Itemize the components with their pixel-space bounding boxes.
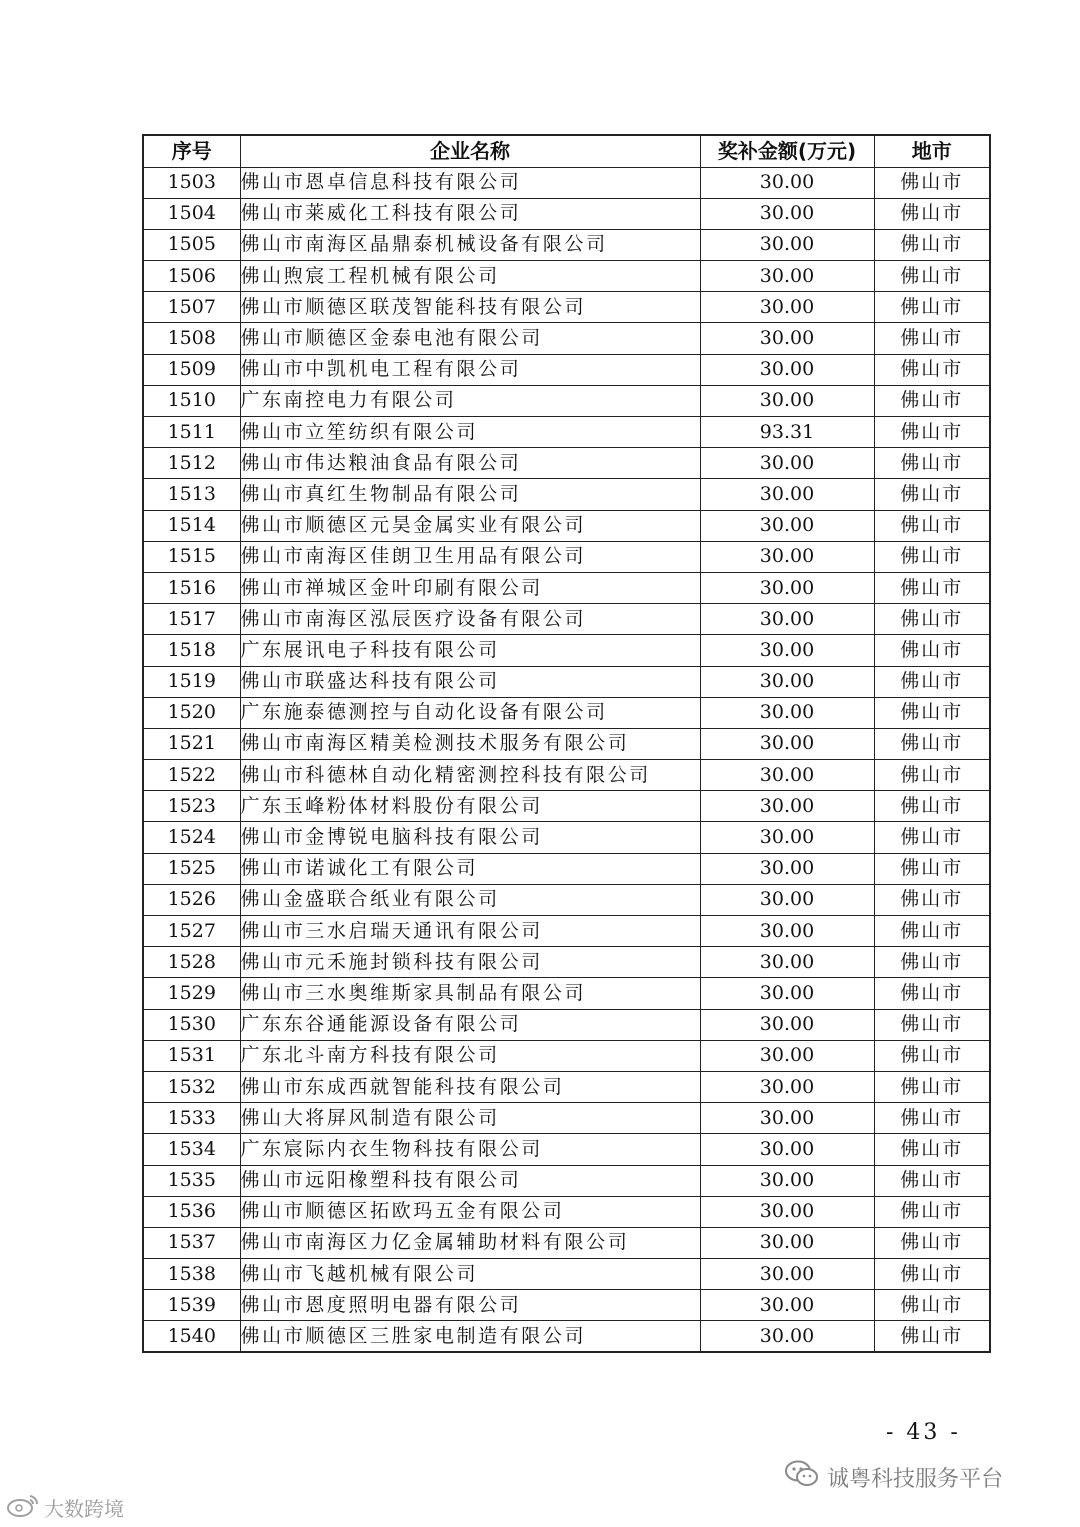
row-amount: 30.00: [700, 884, 874, 915]
row-company-name: 佛山市元禾施封锁科技有限公司: [240, 947, 700, 978]
row-company-name: 广东北斗南方科技有限公司: [240, 1040, 700, 1071]
row-amount: 30.00: [700, 791, 874, 822]
row-company-name: 佛山市联盛达科技有限公司: [240, 666, 700, 697]
row-company-name: 佛山市顺德区三胜家电制造有限公司: [240, 1321, 700, 1352]
row-amount: 30.00: [700, 635, 874, 666]
table-row: [143, 261, 990, 292]
row-city: 佛山市: [874, 1227, 990, 1258]
row-amount: 30.00: [700, 1103, 874, 1134]
table-row: [143, 417, 990, 448]
row-company-name: 佛山市顺德区联茂智能科技有限公司: [240, 292, 700, 323]
award-table: [142, 134, 991, 1353]
row-amount: 30.00: [700, 167, 874, 198]
row-company-name: 佛山市远阳橡塑科技有限公司: [240, 1165, 700, 1196]
row-city: 佛山市: [874, 853, 990, 884]
row-seq: 1532: [143, 1071, 240, 1102]
row-company-name: 佛山市立笙纺织有限公司: [240, 417, 700, 448]
row-company-name: 广东施泰德测控与自动化设备有限公司: [240, 697, 700, 728]
row-city: 佛山市: [874, 1071, 990, 1102]
row-seq: 1525: [143, 853, 240, 884]
row-city: 佛山市: [874, 261, 990, 292]
row-company-name: 佛山市中凯机电工程有限公司: [240, 354, 700, 385]
row-amount: 30.00: [700, 292, 874, 323]
row-company-name: 广东玉峰粉体材料股份有限公司: [240, 791, 700, 822]
table-row: [143, 1040, 990, 1071]
table-row: [143, 822, 990, 853]
table-row: [143, 728, 990, 759]
row-seq: 1514: [143, 510, 240, 541]
row-company-name: 广东展讯电子科技有限公司: [240, 635, 700, 666]
row-amount: 30.00: [700, 198, 874, 229]
row-company-name: 佛山市真红生物制品有限公司: [240, 479, 700, 510]
row-amount: 30.00: [700, 1009, 874, 1040]
row-company-name: 佛山市三水启瑞天通讯有限公司: [240, 916, 700, 947]
row-company-name: 佛山煦宸工程机械有限公司: [240, 261, 700, 292]
row-city: 佛山市: [874, 1290, 990, 1321]
row-city: 佛山市: [874, 510, 990, 541]
row-city: 佛山市: [874, 541, 990, 572]
table-row: [143, 1134, 990, 1165]
row-company-name: 佛山金盛联合纸业有限公司: [240, 884, 700, 915]
row-city: 佛山市: [874, 978, 990, 1009]
row-seq: 1540: [143, 1321, 240, 1352]
table-row: [143, 884, 990, 915]
row-amount: 30.00: [700, 697, 874, 728]
row-amount: 30.00: [700, 1259, 874, 1290]
row-seq: 1515: [143, 541, 240, 572]
row-seq: 1523: [143, 791, 240, 822]
row-city: 佛山市: [874, 198, 990, 229]
row-seq: 1506: [143, 261, 240, 292]
row-company-name: 佛山市南海区佳朗卫生用品有限公司: [240, 541, 700, 572]
table-row: [143, 323, 990, 354]
table-body: [143, 167, 990, 1352]
row-city: 佛山市: [874, 666, 990, 697]
table-row: [143, 635, 990, 666]
row-amount: 30.00: [700, 1165, 874, 1196]
row-city: 佛山市: [874, 448, 990, 479]
header-company: 企业名称: [240, 135, 700, 167]
row-amount: 30.00: [700, 448, 874, 479]
row-amount: 30.00: [700, 510, 874, 541]
row-amount: 30.00: [700, 666, 874, 697]
row-company-name: 佛山市飞越机械有限公司: [240, 1259, 700, 1290]
table-row: [143, 385, 990, 416]
row-seq: 1527: [143, 916, 240, 947]
row-company-name: 佛山市南海区晶鼎泰机械设备有限公司: [240, 229, 700, 260]
row-company-name: 广东东谷通能源设备有限公司: [240, 1009, 700, 1040]
row-amount: 30.00: [700, 1040, 874, 1071]
row-seq: 1511: [143, 417, 240, 448]
header-seq: 序号: [143, 135, 240, 167]
table-row: [143, 1290, 990, 1321]
row-seq: 1517: [143, 604, 240, 635]
table-row: [143, 666, 990, 697]
row-seq: 1539: [143, 1290, 240, 1321]
row-company-name: 佛山大将屏风制造有限公司: [240, 1103, 700, 1134]
row-city: 佛山市: [874, 1009, 990, 1040]
row-seq: 1503: [143, 167, 240, 198]
row-company-name: 佛山市顺德区金泰电池有限公司: [240, 323, 700, 354]
table-header-row: [143, 135, 990, 167]
row-city: 佛山市: [874, 1259, 990, 1290]
row-amount: 30.00: [700, 1196, 874, 1227]
row-seq: 1536: [143, 1196, 240, 1227]
row-seq: 1507: [143, 292, 240, 323]
row-city: 佛山市: [874, 1321, 990, 1352]
row-company-name: 佛山市科德林自动化精密测控科技有限公司: [240, 760, 700, 791]
row-company-name: 佛山市东成西就智能科技有限公司: [240, 1071, 700, 1102]
row-seq: 1521: [143, 728, 240, 759]
row-amount: 30.00: [700, 978, 874, 1009]
row-amount: 30.00: [700, 385, 874, 416]
watermark-right-text: 诚粤科技服务平台: [827, 1466, 1004, 1492]
table-row: [143, 510, 990, 541]
row-city: 佛山市: [874, 1103, 990, 1134]
row-city: 佛山市: [874, 229, 990, 260]
table-row: [143, 448, 990, 479]
row-city: 佛山市: [874, 1040, 990, 1071]
row-city: 佛山市: [874, 323, 990, 354]
row-amount: 30.00: [700, 853, 874, 884]
row-seq: 1504: [143, 198, 240, 229]
table-row: [143, 479, 990, 510]
row-amount: 30.00: [700, 261, 874, 292]
row-amount: 30.00: [700, 822, 874, 853]
table-row: [143, 853, 990, 884]
row-city: 佛山市: [874, 916, 990, 947]
row-amount: 30.00: [700, 947, 874, 978]
header-amount: 奖补金额(万元): [700, 135, 874, 167]
table-row: [143, 1196, 990, 1227]
row-amount: 30.00: [700, 572, 874, 603]
watermark-left: [6, 1492, 124, 1523]
table-row: [143, 1259, 990, 1290]
row-amount: 30.00: [700, 1227, 874, 1258]
row-seq: 1537: [143, 1227, 240, 1258]
row-company-name: 佛山市南海区泓辰医疗设备有限公司: [240, 604, 700, 635]
table-row: [143, 167, 990, 198]
row-amount: 30.00: [700, 541, 874, 572]
row-amount: 30.00: [700, 479, 874, 510]
row-seq: 1538: [143, 1259, 240, 1290]
row-amount: 30.00: [700, 760, 874, 791]
row-amount: 30.00: [700, 916, 874, 947]
row-company-name: 广东南控电力有限公司: [240, 385, 700, 416]
watermark-left-text: 大数跨境: [44, 1497, 124, 1521]
table-row: [143, 572, 990, 603]
row-company-name: 佛山市三水奥维斯家具制品有限公司: [240, 978, 700, 1009]
table-row: [143, 916, 990, 947]
weibo-icon: [6, 1492, 40, 1523]
row-seq: 1510: [143, 385, 240, 416]
row-company-name: 佛山市金博锐电脑科技有限公司: [240, 822, 700, 853]
row-city: 佛山市: [874, 884, 990, 915]
row-city: 佛山市: [874, 728, 990, 759]
row-city: 佛山市: [874, 572, 990, 603]
table-row: [143, 1321, 990, 1352]
row-amount: 30.00: [700, 323, 874, 354]
page-number: - 43 -: [886, 1420, 961, 1445]
table-row: [143, 697, 990, 728]
row-seq: 1526: [143, 884, 240, 915]
row-company-name: 佛山市顺德区拓欧玛五金有限公司: [240, 1196, 700, 1227]
row-amount: 30.00: [700, 1071, 874, 1102]
row-city: 佛山市: [874, 417, 990, 448]
row-seq: 1524: [143, 822, 240, 853]
table-row: [143, 791, 990, 822]
row-seq: 1522: [143, 760, 240, 791]
row-city: 佛山市: [874, 1196, 990, 1227]
table-row: [143, 604, 990, 635]
row-seq: 1513: [143, 479, 240, 510]
table-row: [143, 541, 990, 572]
row-company-name: 佛山市伟达粮油食品有限公司: [240, 448, 700, 479]
row-seq: 1518: [143, 635, 240, 666]
row-company-name: 广东宸际内衣生物科技有限公司: [240, 1134, 700, 1165]
row-seq: 1535: [143, 1165, 240, 1196]
table-row: [143, 947, 990, 978]
table-row: [143, 292, 990, 323]
row-city: 佛山市: [874, 604, 990, 635]
row-city: 佛山市: [874, 479, 990, 510]
table-row: [143, 198, 990, 229]
table-row: [143, 978, 990, 1009]
row-seq: 1508: [143, 323, 240, 354]
row-seq: 1516: [143, 572, 240, 603]
row-seq: 1533: [143, 1103, 240, 1134]
row-city: 佛山市: [874, 822, 990, 853]
row-amount: 93.31: [700, 417, 874, 448]
row-amount: 30.00: [700, 229, 874, 260]
row-seq: 1531: [143, 1040, 240, 1071]
row-amount: 30.00: [700, 728, 874, 759]
row-seq: 1505: [143, 229, 240, 260]
row-company-name: 佛山市南海区精美检测技术服务有限公司: [240, 728, 700, 759]
row-company-name: 佛山市莱威化工科技有限公司: [240, 198, 700, 229]
row-amount: 30.00: [700, 1134, 874, 1165]
row-city: 佛山市: [874, 167, 990, 198]
watermark-right: [785, 1460, 1003, 1494]
row-seq: 1530: [143, 1009, 240, 1040]
table-row: [143, 1103, 990, 1134]
row-company-name: 佛山市南海区力亿金属辅助材料有限公司: [240, 1227, 700, 1258]
row-city: 佛山市: [874, 697, 990, 728]
table-row: [143, 354, 990, 385]
table-row: [143, 229, 990, 260]
table-row: [143, 1227, 990, 1258]
row-city: 佛山市: [874, 791, 990, 822]
row-seq: 1509: [143, 354, 240, 385]
row-seq: 1529: [143, 978, 240, 1009]
table-row: [143, 1009, 990, 1040]
wechat-icon: [785, 1460, 819, 1494]
row-city: 佛山市: [874, 292, 990, 323]
row-amount: 30.00: [700, 1321, 874, 1352]
row-city: 佛山市: [874, 1165, 990, 1196]
row-company-name: 佛山市禅城区金叶印刷有限公司: [240, 572, 700, 603]
row-seq: 1520: [143, 697, 240, 728]
row-seq: 1512: [143, 448, 240, 479]
table-row: [143, 760, 990, 791]
row-seq: 1534: [143, 1134, 240, 1165]
row-city: 佛山市: [874, 385, 990, 416]
row-amount: 30.00: [700, 1290, 874, 1321]
table-row: [143, 1071, 990, 1102]
row-city: 佛山市: [874, 1134, 990, 1165]
row-company-name: 佛山市恩度照明电器有限公司: [240, 1290, 700, 1321]
row-company-name: 佛山市顺德区元昊金属实业有限公司: [240, 510, 700, 541]
row-company-name: 佛山市恩卓信息科技有限公司: [240, 167, 700, 198]
row-city: 佛山市: [874, 635, 990, 666]
row-amount: 30.00: [700, 604, 874, 635]
row-company-name: 佛山市诺诚化工有限公司: [240, 853, 700, 884]
row-city: 佛山市: [874, 947, 990, 978]
row-amount: 30.00: [700, 354, 874, 385]
row-city: 佛山市: [874, 354, 990, 385]
row-seq: 1528: [143, 947, 240, 978]
table-row: [143, 1165, 990, 1196]
row-seq: 1519: [143, 666, 240, 697]
header-city: 地市: [874, 135, 990, 167]
row-city: 佛山市: [874, 760, 990, 791]
